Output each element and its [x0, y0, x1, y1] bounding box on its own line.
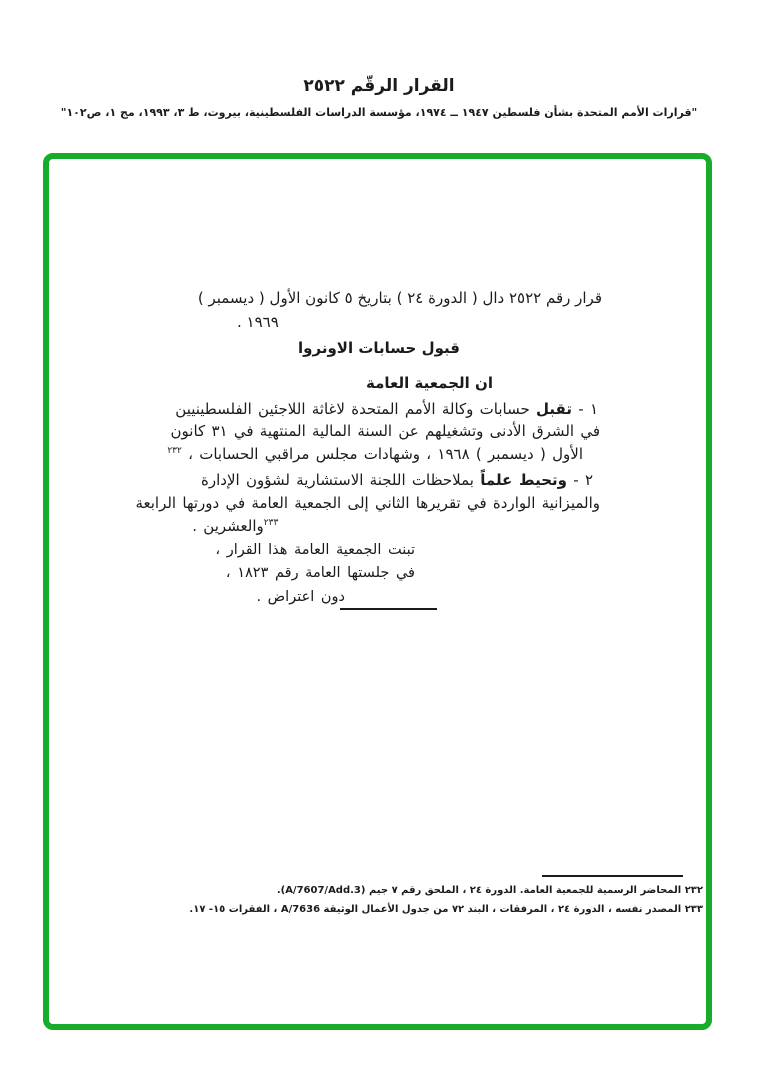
page-subtitle-citation: "قرارات الأمم المتحدة بشأن فلسطين ١٩٤٧ ــ ١٩٧٤، مؤسسة الدراسات الفلسطينية، بيروت، ط ٣، ١٩٩٣، مج ١، ص١٠٢"	[60, 106, 698, 119]
footnote-233-text: المصدر نفسه ، الدورة ٢٤ ، المرفقات ، البند ٧٢ من جدول الأعمال الوثيقة A/7636 ، الفقرات ١٥- ١٧.	[189, 904, 682, 915]
paragraph1-line3	[167, 444, 583, 465]
highlight-bounding-box	[43, 153, 712, 1030]
footnote-ref-233: ٢٣٣	[263, 518, 279, 528]
paragraph2-operative-verb: وتحيط علماً	[480, 471, 567, 489]
paragraph2-number: ٢ -	[566, 471, 593, 489]
paragraph1-line2: في الشرق الأدنى وتشغيلهم عن السنة المالية المنتهية في ٣١ كانون	[170, 422, 600, 440]
paragraph1-line1-rest: حسابات وكالة الأمم المتحدة لاغاثة اللاجئين الفلسطينيين	[175, 400, 537, 418]
page-title: القرار الرقّم ٢٥٢٢	[303, 76, 455, 96]
paragraph1-number: ١ -	[571, 400, 598, 418]
paragraph2-line1-rest: بملاحظات اللجنة الاستشارية لشؤون الإدارة	[201, 471, 481, 489]
paragraph2-line1	[201, 470, 593, 491]
resolution-heading-line1: قرار رقم ٢٥٢٢ دال ( الدورة ٢٤ ) بتاريخ ٥ كانون الأول ( ديسمبر )	[197, 289, 602, 307]
footnote-233-number: ٢٣٣	[681, 904, 703, 915]
paragraph2-line3	[186, 516, 278, 537]
paragraph1-line3-text: الأول ( ديسمبر ) ١٩٦٨ ، وشهادات مجلس مراقبي الحسابات ،	[181, 445, 583, 463]
end-of-text-rule	[340, 608, 437, 610]
resolution-subject-title: قبول حسابات الاونروا	[298, 339, 460, 357]
paragraph1-line1	[175, 399, 598, 420]
adoption-line1: تبنت الجمعية العامة هذا القرار ،	[215, 542, 415, 558]
paragraph1-operative-verb: تقبل	[536, 400, 572, 418]
footnote-ref-232: ٢٣٢	[167, 446, 182, 456]
footnote-232-number: ٢٣٢	[681, 885, 703, 896]
footnote-233	[189, 903, 703, 917]
paragraph2-line3-text: والعشرين .	[186, 517, 264, 535]
footnote-separator-rule	[542, 875, 683, 877]
preamble-general-assembly: ان الجمعية العامة	[366, 374, 493, 392]
footnote-232	[277, 884, 703, 898]
adoption-line3: دون اعتراض .	[256, 589, 345, 605]
paragraph2-line2: والميزانية الواردة في تقريرها الثاني إلى الجمعية العامة في دورتها الرابعة	[135, 494, 600, 512]
resolution-heading-line2-year: ١٩٦٩ .	[237, 313, 279, 331]
adoption-line2: في جلستها العامة رقم ١٨٢٣ ،	[225, 565, 415, 581]
footnote-232-text: المحاضر الرسمية للجمعية العامة. الدورة ٢٤ ، الملحق رقم ٧ جيم (A/7607/Add.3).	[276, 885, 682, 896]
